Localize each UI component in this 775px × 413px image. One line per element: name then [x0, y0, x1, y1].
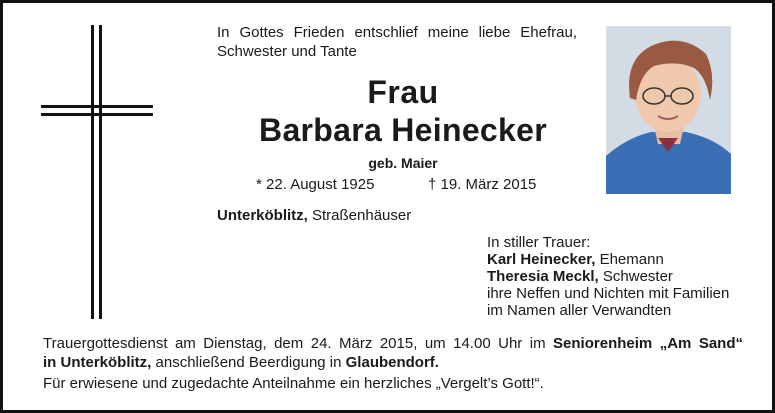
service-place: in Unterköblitz, — [43, 354, 152, 371]
cross-icon — [41, 25, 153, 319]
deceased-name: Barbara Heinecker — [259, 112, 547, 148]
thanks-line: Für erwiesene und zugedachte Anteilnahme ein herzliches „Vergelt’s Gott!“. — [43, 375, 544, 392]
service-venue: Seniorenheim „Am Sand“ — [553, 335, 743, 352]
mourner-1: Karl Heinecker, Ehemann — [487, 251, 664, 268]
cemetery: Glaubendorf. — [345, 354, 439, 371]
service-line-2: in Unterköblitz, anschließend Beerdigung in Glaubendorf. — [43, 354, 439, 371]
intro-line-1: In Gottes Frieden entschlief meine liebe Ehefrau, — [217, 24, 577, 41]
maiden-name: geb. Maier — [368, 155, 438, 171]
birth-date: * 22. August 1925 — [256, 176, 375, 193]
death-date: † 19. März 2015 — [428, 176, 537, 193]
service-line-1: Trauergottesdienst am Dienstag, dem 24. März 2015, um 14.00 Uhr im Seniorenheim „Am Sand“ — [43, 335, 743, 352]
name-block — [217, 73, 589, 171]
salutation: Frau — [367, 74, 439, 110]
portrait-icon — [606, 26, 731, 194]
mourners-line-5: im Namen aller Verwandten — [487, 302, 672, 319]
mourner-2: Theresia Meckl, Schwester — [487, 268, 673, 285]
service-info — [43, 334, 743, 372]
intro-text — [217, 23, 577, 61]
location — [217, 207, 411, 224]
mourners-heading: In stiller Trauer: — [487, 234, 591, 251]
location-town: Unterköblitz, — [217, 207, 308, 224]
mourners-line-4: ihre Neffen und Nichten mit Familien — [487, 285, 730, 302]
portrait-photo — [606, 26, 731, 194]
location-street: Straßenhäuser — [307, 207, 412, 224]
mourners — [487, 234, 729, 319]
intro-line-2: Schwester und Tante — [217, 43, 357, 60]
